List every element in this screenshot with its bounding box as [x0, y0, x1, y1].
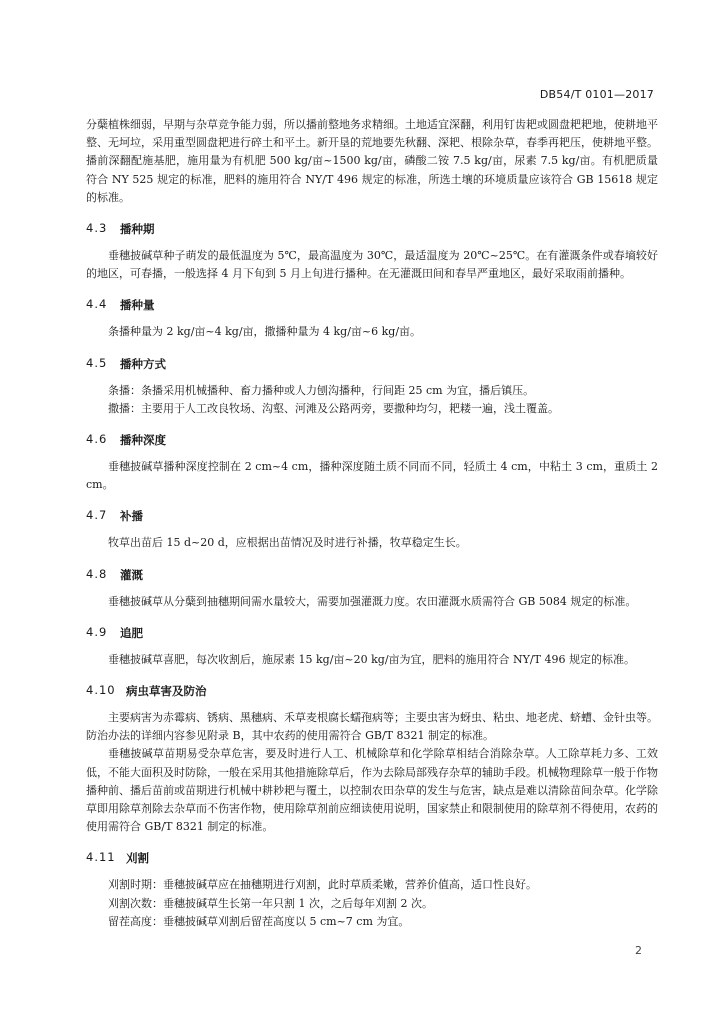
section-number: 4.8: [86, 566, 108, 581]
paragraph: 垂穗披碱草种子萌发的最低温度为 5℃，最高温度为 30℃，最适温度为 20℃~25℃。在有灌溉条件或春墒较好的地区，可春播，一般选择 4 月下旬到 5 月上旬进行播种。在无灌溉田间和春旱严重地区，最好采取雨前播种。: [86, 249, 658, 281]
section-4-4: [86, 297, 658, 341]
section-heading: [86, 297, 658, 313]
paragraph: 垂穗披碱草喜肥，每次收割后，施尿素 15 kg/亩~20 kg/亩为宜，肥料的施用符合 NY/T 496 规定的标准。: [108, 652, 635, 666]
page-number: 2: [635, 944, 642, 957]
paragraph: 垂穗披碱草苗期易受杂草危害，要及时进行人工、机械除草和化学除草相结合消除杂草。人工除草耗力多、工效低，不能大面积及时防除，一般在采用其他措施除草后，作为去除局部残存杂草的辅助手段。机械物理除草一般于作物播种前、播后苗前或苗期进行机械中耕耖耙与覆土，以控制农田杂草的发生与危害，缺点是难以清除苗间杂草。化学除草即用除草剂除去杂草而不伤害作物，使用除草剂前应细读使用说明，国家禁止和限制使用的除草剂不得使用，农药的使用需符合 GB/T 8321 制定的标准。: [86, 747, 658, 834]
section-4-7: [86, 508, 658, 552]
section-number: 4.9: [86, 624, 108, 639]
section-number: 4.5: [86, 355, 108, 370]
section-number: 4.11: [86, 850, 116, 865]
paragraph: 垂穗披碱草播种深度控制在 2 cm~4 cm，播种深度随土质不同而不同，轻质土 4 cm，中粘土 3 cm，重质土 2 cm。: [86, 460, 658, 492]
section-number: 4.4: [86, 297, 108, 312]
document-code: DB54/T 0101—2017: [539, 88, 654, 101]
section-4-8: [86, 567, 658, 611]
section-title: 播种期: [120, 222, 155, 237]
intro-paragraph: 分蘖植株细弱，早期与杂草竞争能力弱，所以播前整地务求精细。土地适宜深翻，利用钉齿耙或圆盘耙耙地，使耕地平整、无坷垃，采用重型圆盘耙进行碎土和平土。新开垦的荒地要先秋翻、深耙、根除杂草，春季再耙压，使耕地平整。播前深翻配施基肥，施用量为有机肥 500 kg/亩~1500 kg/亩，磷酸二铵 7.5 kg/亩，尿素 7.5 kg/亩。有机肥质量符合 NY 525 规定的标准，肥料的施用符合 NY/T 496 规定的标准，所选土壤的环境质量应该符合 GB 15618 规定的标准。: [86, 118, 658, 204]
paragraph: 条播：条播采用机械播种、畜力播种或人力刨沟播种，行间距 25 cm 为宜，播后镇压。: [108, 383, 535, 397]
section-title: 追肥: [120, 625, 143, 640]
section-heading: [86, 432, 658, 448]
section-title: 补播: [120, 509, 143, 524]
paragraph: 刈割时期：垂穗披碱草应在抽穗期进行刈割，此时草质柔嫩，营养价值高，适口性良好。: [108, 878, 537, 892]
section-title: 灌溉: [120, 567, 143, 582]
section-title: 播种方式: [120, 356, 166, 371]
section-number: 4.7: [86, 508, 108, 523]
paragraph: 条播种量为 2 kg/亩~4 kg/亩，撒播种量为 4 kg/亩~6 kg/亩。: [108, 325, 422, 339]
section-4-10: [86, 683, 658, 836]
paragraph: 主要病害为赤霉病、锈病、黑穗病、禾草麦根腐长蠕孢病等；主要虫害为蚜虫、粘虫、地老虎、蛴螬、金针虫等。防治办法的详细内容参见附录 B，其中农药的使用需符合 GB/T 8321 制定的标准。: [86, 711, 658, 743]
section-4-9: [86, 625, 658, 669]
section-heading: [86, 221, 658, 237]
section-4-6: [86, 432, 658, 494]
section-heading: [86, 508, 658, 524]
section-title: 病虫草害及防治: [126, 684, 207, 699]
section-title: 播种量: [120, 298, 155, 313]
section-heading: [86, 567, 658, 583]
section-4-11: [86, 850, 658, 931]
section-4-3: [86, 221, 658, 283]
section-title: 播种深度: [120, 433, 166, 448]
document-body: [86, 116, 658, 931]
section-title: 刈割: [126, 851, 149, 866]
section-number: 4.6: [86, 432, 108, 447]
section-4-5: [86, 356, 658, 418]
section-number: 4.3: [86, 221, 108, 236]
section-number: 4.10: [86, 683, 116, 698]
section-heading: [86, 356, 658, 372]
paragraph: 牧草出苗后 15 d~20 d，应根据出苗情况及时进行补播，牧草稳定生长。: [108, 536, 467, 550]
paragraph: 留茬高度：垂穗披碱草刈割后留茬高度以 5 cm~7 cm 为宜。: [108, 914, 410, 928]
section-heading: [86, 683, 658, 699]
paragraph: 刈割次数：垂穗披碱草生长第一年只割 1 次，之后每年刈割 2 次。: [108, 896, 433, 910]
section-heading: [86, 625, 658, 641]
paragraph: 撒播：主要用于人工改良牧场、沟壑、河滩及公路两旁，要撒种均匀，耙耧一遍，浅土覆盖。: [108, 401, 559, 415]
paragraph: 垂穗披碱草从分蘖到抽穗期间需水量较大，需要加强灌溉力度。农田灌溉水质需符合 GB 5084 规定的标准。: [108, 594, 637, 608]
section-heading: [86, 850, 658, 866]
